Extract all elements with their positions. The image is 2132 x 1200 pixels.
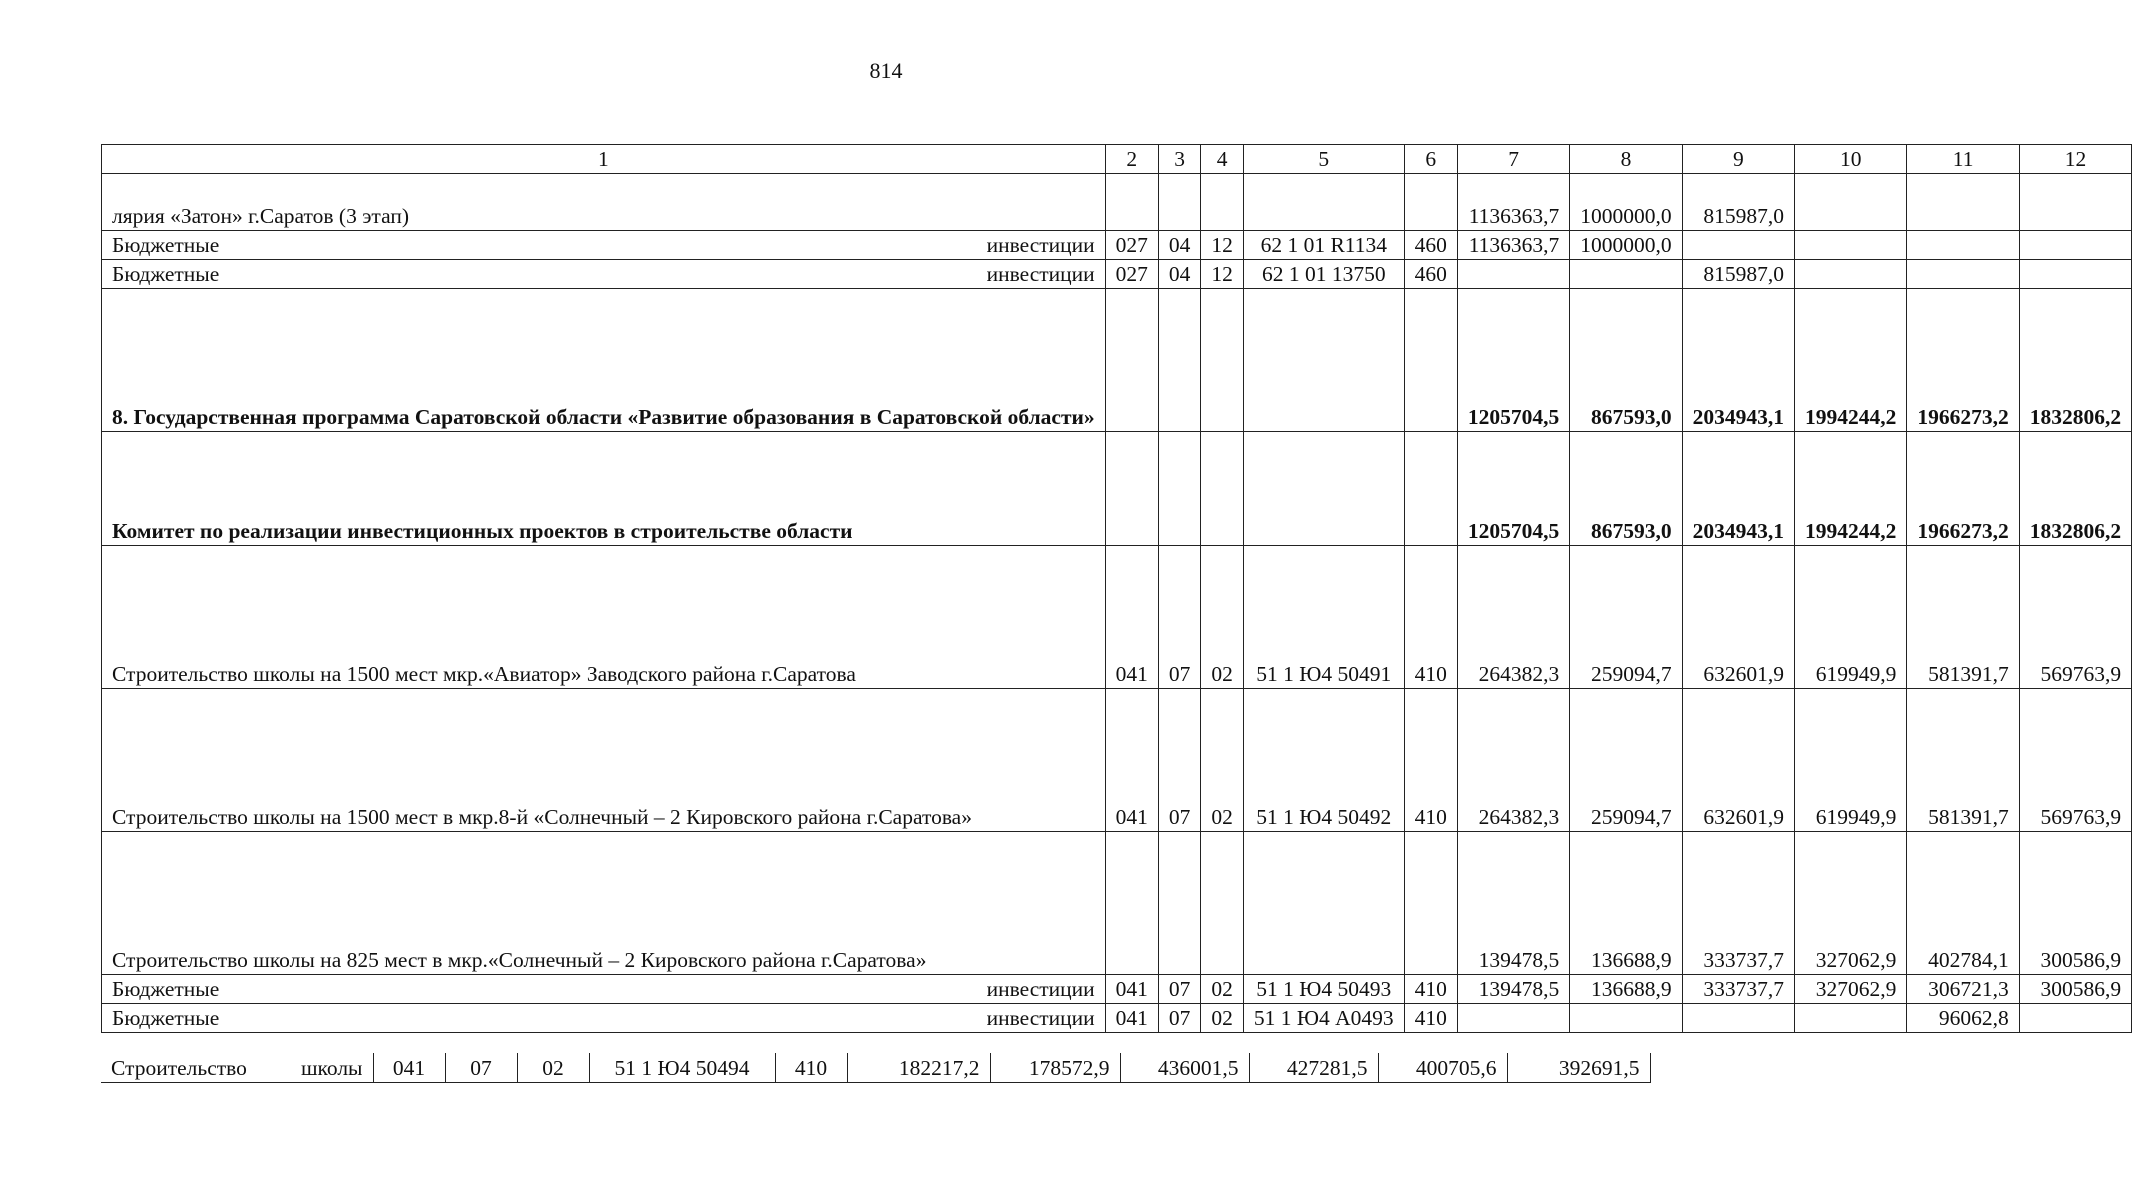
column-number-header: 11 [1907, 145, 2019, 174]
column-number-header: 8 [1570, 145, 1682, 174]
section-code-cell [1158, 289, 1201, 432]
ministry-code-cell: 041 [1105, 1004, 1158, 1033]
target-article-cell: 51 1 Ю4 50494 [589, 1053, 775, 1082]
section-code-cell: 07 [445, 1053, 517, 1082]
subsection-code-cell: 02 [1201, 546, 1244, 689]
amount-col8-cell: 1000000,0 [1570, 231, 1682, 260]
amount-col8-cell: 259094,7 [1570, 546, 1682, 689]
amount-col12-cell [2019, 174, 2131, 231]
subsection-code-cell [1201, 289, 1244, 432]
continuation-table [101, 1053, 1651, 1083]
table-row [102, 546, 2132, 689]
amount-col10-cell: 1994244,2 [1795, 432, 1907, 546]
amount-col10-cell [1795, 231, 1907, 260]
subsection-code-cell: 02 [1201, 689, 1244, 832]
column-number-header: 5 [1243, 145, 1404, 174]
table-row [102, 260, 2132, 289]
amount-col7-cell: 264382,3 [1457, 689, 1569, 832]
section-code-cell: 04 [1158, 231, 1201, 260]
expense-type-cell [1404, 832, 1457, 975]
amount-col12-cell: 1832806,2 [2019, 432, 2131, 546]
amount-col8-cell: 259094,7 [1570, 689, 1682, 832]
target-article-cell: 51 1 Ю4 А0493 [1243, 1004, 1404, 1033]
row-name-cell: Бюджетные инвестиции [102, 1004, 1106, 1033]
amount-col9-cell [1682, 231, 1794, 260]
target-article-cell: 51 1 Ю4 50491 [1243, 546, 1404, 689]
ministry-code-cell [1105, 174, 1158, 231]
budget-table [101, 144, 2132, 1033]
subsection-code-cell: 12 [1201, 260, 1244, 289]
amount-col7-cell: 139478,5 [1457, 975, 1569, 1004]
expense-type-cell: 460 [1404, 231, 1457, 260]
subsection-code-cell: 02 [517, 1053, 589, 1082]
column-number-header: 9 [1682, 145, 1794, 174]
subsection-code-cell: 02 [1201, 975, 1244, 1004]
amount-col11-cell: 1966273,2 [1907, 432, 2019, 546]
amount-col8-cell: 867593,0 [1570, 289, 1682, 432]
ministry-code-cell: 027 [1105, 260, 1158, 289]
amount-col10-cell: 619949,9 [1795, 546, 1907, 689]
target-article-cell: 62 1 01 R1134 [1243, 231, 1404, 260]
row-name-cell: Строительство школы на 825 мест в мкр.«Солнечный – 2 Кировского района г.Саратова» [102, 832, 1106, 975]
table-row [102, 1004, 2132, 1033]
page-number: 814 [869, 58, 903, 83]
amount-col10-cell [1795, 260, 1907, 289]
amount-col9-cell: 632601,9 [1682, 546, 1794, 689]
ministry-code-cell: 041 [1105, 546, 1158, 689]
target-article-cell: 51 1 Ю4 50493 [1243, 975, 1404, 1004]
expense-type-cell [1404, 174, 1457, 231]
amount-col12-cell: 569763,9 [2019, 546, 2131, 689]
expense-type-cell [1404, 432, 1457, 546]
ministry-code-cell: 027 [1105, 231, 1158, 260]
amount-col7-cell [1457, 260, 1569, 289]
amount-col11-cell [1907, 174, 2019, 231]
table-row [102, 832, 2132, 975]
amount-col7-cell: 1205704,5 [1457, 289, 1569, 432]
amount-col12-cell: 569763,9 [2019, 689, 2131, 832]
amount-col7-cell: 1136363,7 [1457, 174, 1569, 231]
continuation-row [101, 1053, 1650, 1082]
amount-col11-cell [1907, 231, 2019, 260]
amount-col11-cell: 581391,7 [1907, 689, 2019, 832]
row-name-cell: Строительство школы [101, 1053, 373, 1082]
amount-col12-cell: 300586,9 [2019, 975, 2131, 1004]
expense-type-cell: 410 [1404, 689, 1457, 832]
table-row [102, 975, 2132, 1004]
column-number-header: 3 [1158, 145, 1201, 174]
amount-col11-cell: 581391,7 [1907, 546, 2019, 689]
section-code-cell: 07 [1158, 546, 1201, 689]
amount-col8-cell: 178572,9 [990, 1053, 1120, 1082]
column-number-header: 4 [1201, 145, 1244, 174]
ministry-code-cell: 041 [1105, 975, 1158, 1004]
section-code-cell [1158, 832, 1201, 975]
section-code-cell: 07 [1158, 689, 1201, 832]
amount-col8-cell: 867593,0 [1570, 432, 1682, 546]
amount-col10-cell [1795, 1004, 1907, 1033]
target-article-cell [1243, 432, 1404, 546]
table-header-row [102, 145, 2132, 174]
table-row [102, 432, 2132, 546]
amount-col10-cell: 327062,9 [1795, 975, 1907, 1004]
row-name-cell: Бюджетные инвестиции [102, 231, 1106, 260]
amount-col8-cell: 136688,9 [1570, 832, 1682, 975]
subsection-code-cell: 12 [1201, 231, 1244, 260]
ministry-code-cell: 041 [1105, 689, 1158, 832]
column-number-header: 12 [2019, 145, 2131, 174]
section-code-cell: 07 [1158, 975, 1201, 1004]
amount-col7-cell: 139478,5 [1457, 832, 1569, 975]
amount-col11-cell: 96062,8 [1907, 1004, 2019, 1033]
column-number-header: 2 [1105, 145, 1158, 174]
row-name-cell: Комитет по реализации инвестиционных проектов в строительстве области [102, 432, 1106, 546]
amount-col7-cell: 264382,3 [1457, 546, 1569, 689]
column-number-header: 7 [1457, 145, 1569, 174]
amount-col10-cell: 619949,9 [1795, 689, 1907, 832]
amount-col9-cell: 632601,9 [1682, 689, 1794, 832]
amount-col7-cell: 1205704,5 [1457, 432, 1569, 546]
row-name-cell: Бюджетные инвестиции [102, 260, 1106, 289]
amount-col9-cell: 333737,7 [1682, 832, 1794, 975]
amount-col8-cell: 136688,9 [1570, 975, 1682, 1004]
amount-col10-cell: 327062,9 [1795, 832, 1907, 975]
amount-col10-cell: 1994244,2 [1795, 289, 1907, 432]
ministry-code-cell [1105, 432, 1158, 546]
amount-col12-cell: 300586,9 [2019, 832, 2131, 975]
amount-col12-cell [2019, 1004, 2131, 1033]
section-code-cell [1158, 432, 1201, 546]
amount-col12-cell [2019, 231, 2131, 260]
amount-col7-cell: 182217,2 [847, 1053, 990, 1082]
table-row [102, 231, 2132, 260]
amount-col10-cell: 427281,5 [1249, 1053, 1378, 1082]
expense-type-cell: 410 [1404, 1004, 1457, 1033]
row-name-cell: Строительство школы на 1500 мест мкр.«Авиатор» Заводского района г.Саратова [102, 546, 1106, 689]
amount-col12-cell [2019, 260, 2131, 289]
table-row [102, 689, 2132, 832]
expense-type-cell: 410 [775, 1053, 847, 1082]
amount-col11-cell: 1966273,2 [1907, 289, 2019, 432]
subsection-code-cell [1201, 174, 1244, 231]
amount-col12-cell: 392691,5 [1507, 1053, 1650, 1082]
target-article-cell [1243, 832, 1404, 975]
amount-col8-cell [1570, 260, 1682, 289]
target-article-cell [1243, 289, 1404, 432]
amount-col8-cell: 1000000,0 [1570, 174, 1682, 231]
amount-col9-cell: 815987,0 [1682, 260, 1794, 289]
amount-col9-cell [1682, 1004, 1794, 1033]
expense-type-cell [1404, 289, 1457, 432]
amount-col9-cell: 333737,7 [1682, 975, 1794, 1004]
subsection-code-cell: 02 [1201, 1004, 1244, 1033]
amount-col11-cell: 402784,1 [1907, 832, 2019, 975]
section-code-cell [1158, 174, 1201, 231]
amount-col12-cell: 1832806,2 [2019, 289, 2131, 432]
expense-type-cell: 460 [1404, 260, 1457, 289]
amount-col9-cell: 2034943,1 [1682, 432, 1794, 546]
amount-col8-cell [1570, 1004, 1682, 1033]
table-row [102, 289, 2132, 432]
amount-col7-cell: 1136363,7 [1457, 231, 1569, 260]
column-number-header: 1 [102, 145, 1106, 174]
row-name-cell: Строительство школы на 1500 мест в мкр.8-й «Солнечный – 2 Кировского района г.Саратова» [102, 689, 1106, 832]
ministry-code-cell [1105, 289, 1158, 432]
column-number-header: 6 [1404, 145, 1457, 174]
target-article-cell: 51 1 Ю4 50492 [1243, 689, 1404, 832]
row-name-cell: лярия «Затон» г.Саратов (3 этап) [102, 174, 1106, 231]
ministry-code-cell: 041 [373, 1053, 445, 1082]
amount-col11-cell [1907, 260, 2019, 289]
amount-col10-cell [1795, 174, 1907, 231]
amount-col11-cell: 400705,6 [1378, 1053, 1507, 1082]
ministry-code-cell [1105, 832, 1158, 975]
subsection-code-cell [1201, 832, 1244, 975]
table-row [102, 174, 2132, 231]
subsection-code-cell [1201, 432, 1244, 546]
amount-col7-cell [1457, 1004, 1569, 1033]
target-article-cell: 62 1 01 13750 [1243, 260, 1404, 289]
expense-type-cell: 410 [1404, 546, 1457, 689]
amount-col9-cell: 815987,0 [1682, 174, 1794, 231]
amount-col9-cell: 2034943,1 [1682, 289, 1794, 432]
row-name-cell: 8. Государственная программа Саратовской области «Развитие образования в Саратовской области» [102, 289, 1106, 432]
row-name-cell: Бюджетные инвестиции [102, 975, 1106, 1004]
column-number-header: 10 [1795, 145, 1907, 174]
amount-col11-cell: 306721,3 [1907, 975, 2019, 1004]
target-article-cell [1243, 174, 1404, 231]
amount-col9-cell: 436001,5 [1120, 1053, 1249, 1082]
expense-type-cell: 410 [1404, 975, 1457, 1004]
section-code-cell: 07 [1158, 1004, 1201, 1033]
section-code-cell: 04 [1158, 260, 1201, 289]
